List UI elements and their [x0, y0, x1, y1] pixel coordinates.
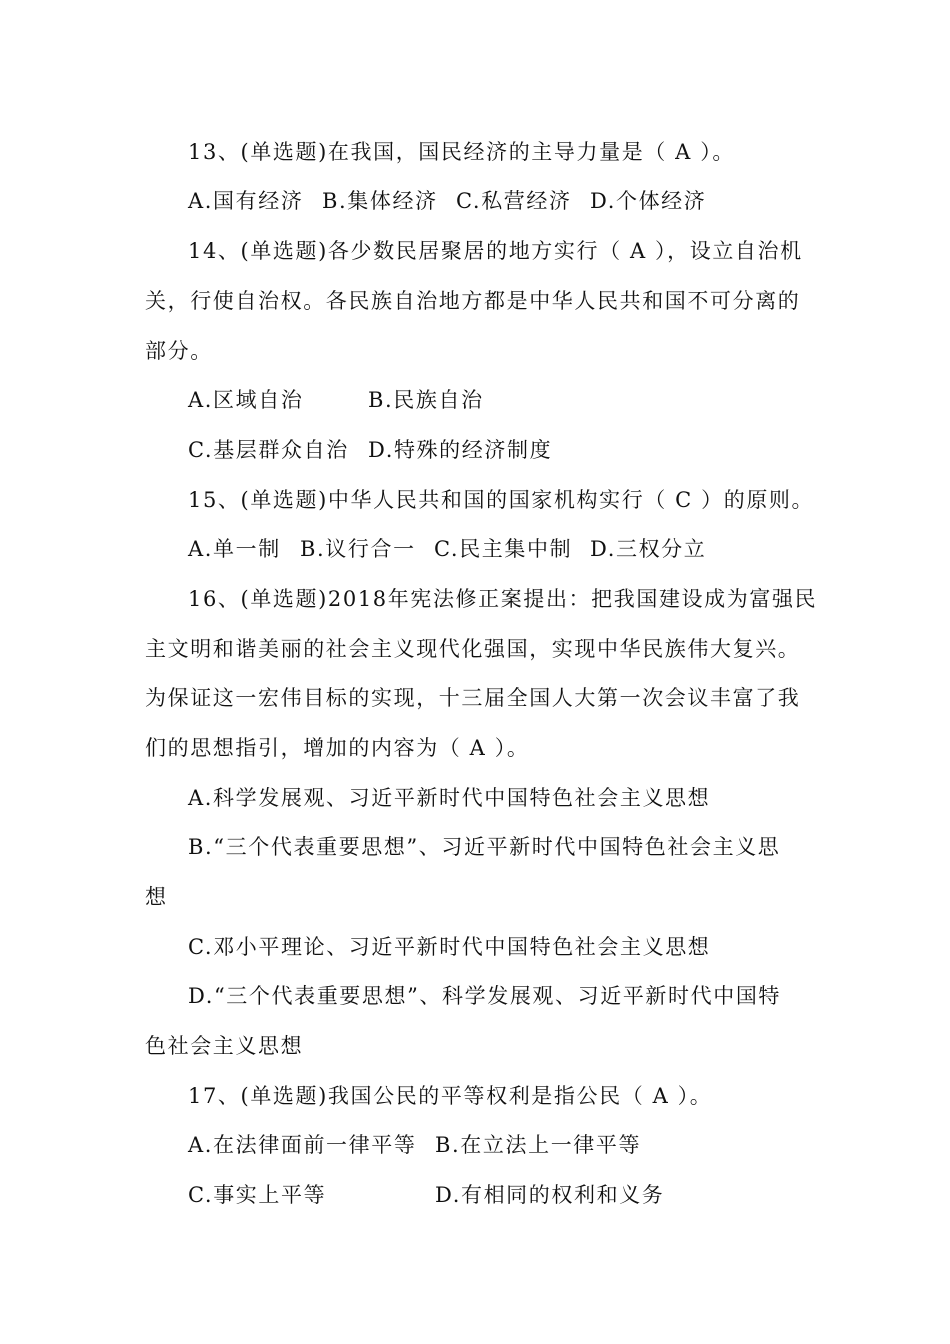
q14-option-a: A.区域自治 [188, 388, 304, 412]
q16-option-c: C.邓小平理论、习近平新时代中国特色社会主义思想 [188, 935, 711, 959]
q16-option-d-line-1: D.“三个代表重要思想”、科学发展观、习近平新时代中国特 [188, 984, 782, 1008]
q17-option-c: C.事实上平等 [188, 1183, 327, 1207]
q16-stem-line-3: 为保证这一宏伟目标的实现，十三届全国人大第一次会议丰富了我 [145, 686, 801, 710]
q17-options-row-2 [188, 1175, 815, 1215]
q15-option-c: C.民主集中制 [434, 537, 573, 561]
q17-stem-line-1: 17、(单选题)我国公民的平等权利是指公民（ A ）。 [188, 1084, 713, 1108]
q15-option-a: A.单一制 [188, 537, 281, 561]
q14-option-d: D.特殊的经济制度 [368, 438, 553, 462]
q17-option-d: D.有相同的权利和义务 [435, 1183, 665, 1207]
q17-options-row-1 [188, 1125, 815, 1165]
q14-option-b: B.民族自治 [368, 388, 484, 412]
q14-stem-line-2: 关，行使自治权。各民族自治地方都是中华人民共和国不可分离的 [145, 289, 801, 313]
q17-option-a: A.在法律面前一律平等 [188, 1133, 417, 1157]
q14-option-c: C.基层群众自治 [188, 438, 349, 462]
q16-option-b-line-2: 想 [145, 885, 168, 909]
q14-stem-line-1: 14、(单选题)各少数民居聚居的地方实行（ A ），设立自治机 [188, 239, 803, 263]
q16-option-b-line-1: B.“三个代表重要思想”、习近平新时代中国特色社会主义思 [188, 835, 781, 859]
q13-option-b: B.集体经济 [322, 189, 438, 213]
q15-option-d: D.三权分立 [590, 537, 707, 561]
q13-options [188, 181, 815, 221]
q13-option-c: C.私营经济 [456, 189, 572, 213]
q14-options-row-1 [188, 380, 815, 420]
q13-option-d: D.个体经济 [590, 189, 707, 213]
q16-stem-line-2: 主文明和谐美丽的社会主义现代化强国，实现中华民族伟大复兴。 [145, 637, 801, 661]
q13-option-a: A.国有经济 [188, 189, 304, 213]
q15-option-b: B.议行合一 [300, 537, 416, 561]
q16-option-a: A.科学发展观、习近平新时代中国特色社会主义思想 [188, 786, 711, 810]
q17-option-b: B.在立法上一律平等 [435, 1133, 642, 1157]
q15-options [188, 529, 815, 569]
q16-option-d-line-2: 色社会主义思想 [145, 1034, 304, 1058]
q16-stem-line-4: 们的思想指引，增加的内容为（ A ）。 [145, 736, 530, 760]
q13-stem-line-1: 13、(单选题)在我国，国民经济的主导力量是（ A ）。 [188, 140, 735, 164]
q15-stem-line-1: 15、(单选题)中华人民共和国的国家机构实行（ C ）的原则。 [188, 488, 815, 512]
q14-stem-line-3: 部分。 [145, 339, 213, 363]
q16-stem-line-1: 16、(单选题)2018年宪法修正案提出：把我国建设成为富强民 [188, 587, 818, 611]
q14-options-row-2 [188, 430, 815, 470]
